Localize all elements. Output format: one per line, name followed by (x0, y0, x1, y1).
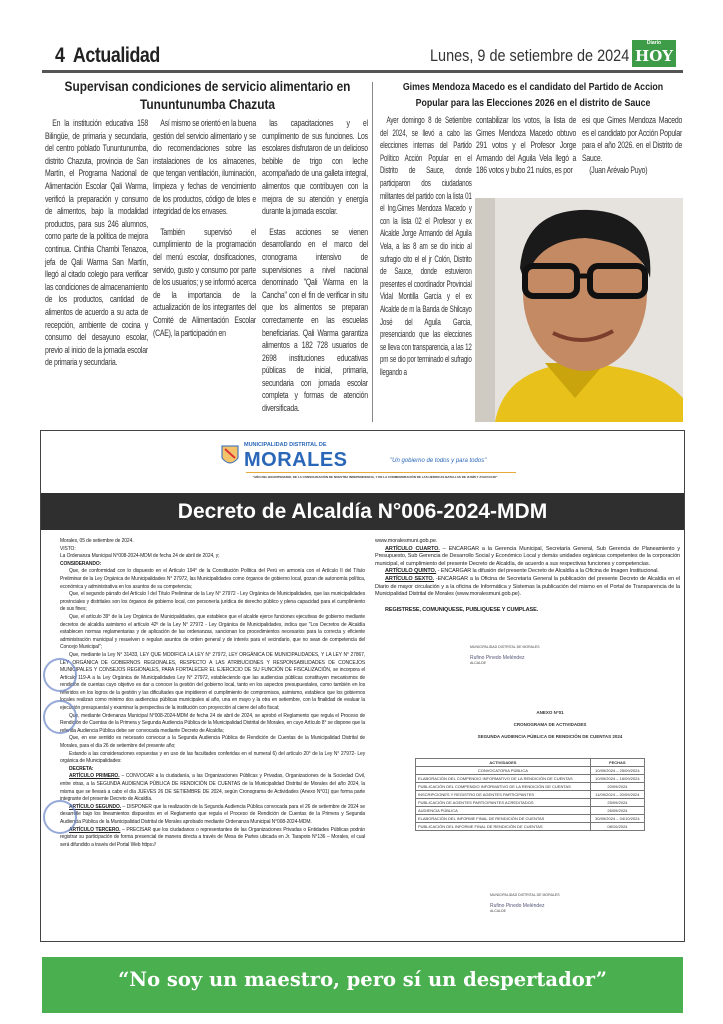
column-header: ACTIVIDADES (416, 759, 591, 767)
article2-headline: Gimes Mendoza Macedo es el candidato del Partido de Accion Popular para las Elecciones 2026 en el distrito de Sauce (402, 82, 664, 109)
header-line (246, 472, 516, 473)
paragraph: También supervisó el cumplimiento de la programación del menú escolar, dosificaciones, servido, gusto y consumo por parte de los usuarios; y se informó acerca de la importancia de la actualización de los integrantes del Comité de Alimentación Escolar (CAE), la participación en (153, 226, 256, 339)
cell: PUBLICACIÓN DEL INFORME FINAL DE RENDICIÓN DE CUENTAS (416, 823, 591, 831)
issue-date: Lunes, 9 de setiembre de 2024 (430, 46, 630, 65)
article2-column-2 (476, 115, 576, 178)
candidate-photo (475, 198, 683, 422)
article-label: ARTÍCULO CUARTO. (385, 545, 440, 552)
article-text: - ENCARGAR la difusión del presente Decreto de Alcaldía a la Oficina de Imagen Institucional. (436, 568, 659, 575)
decree-title: Decreto de Alcaldía N°006-2024-MDM (41, 493, 684, 530)
cell: CONVOCATORIA PÚBLICA (416, 767, 591, 775)
table-row (416, 791, 645, 799)
cell: PUBLICACIÓN DEL COMPENDIO INFORMATIVO DE LA RENDICIÓN DE CUENTAS (416, 783, 591, 791)
logo-small-text: Diario (646, 40, 662, 46)
paragraph: Estando a las consideraciones expuestas y en uso de las facultades conferidas en el numeral 6) del artículo 20° de la Ley N° 27972- Ley orgánica de Municipalidades: (60, 750, 366, 765)
municipal-shield-icon (220, 444, 240, 468)
article-2 (60, 804, 365, 827)
article-text: – DISPONER que la realización de la Segunda Audiencia Pública convocada para el 26 de setiembre de 2024 se desarrolle bajo los lineamientos dispuestos en el Reglamento que regula el Proceso de Rendición de Cuentas de la Primera y Segunda Audiencia Pública de la Municipalidad Distrital de Morales aprobado mediante Ordenanza Municipal N°008-2024-MDM. (60, 803, 366, 825)
table-row (416, 799, 645, 807)
paragraph: las capacitaciones y el cumplimento de sus funciones. Los escolares disfrutaron de un delicioso bebible de trigo con leche acompañado de una galleta integral, alimentos que contribuyen con la mejora de su atención y energía durante la jornada escolar. (262, 118, 368, 218)
paragraph: Que, de conformidad con lo dispuesto en el Artículo 194° de la Constitución Política del Perú en armonía con el Artículo II del Título Preliminar de la Ley Orgánica de Municipalidades N° 27972, las Municipalidades como órganos de gobierno local, gozan de autonomía política, económica y administrativa en los asuntos de su competencia; (60, 568, 366, 590)
paragraph: Que, el segundo párrafo del Artículo I del Título Preliminar de la Ley N° 27972 - Ley Orgánica de Municipalidades, que las municipalidades provinciales y distritales son los órganos de gobierno local, con personería jurídica de derecho público y plena capacidad para el cumplimiento de sus fines; (60, 591, 366, 613)
paragraph: Estas acciones se vienen desarrollando en el marco del cronograma intensivo de supervisiones a nivel nacional denominado "Qali Warma en la Cancha" con el fin de verificar in situ que los alimentos se preparan correctamente en las escuelas beneficiarias. Qali Warma garantiza alimentos a 182 728 usuarios de 2698 instituciones educativas públicas de inicial, primaria, secundaria con jornada escolar completa y formas de atención diversificada. (262, 226, 368, 415)
section-name: Actualidad (72, 44, 160, 67)
cell: 11/09/2024 – 20/09/2024 (590, 791, 644, 799)
cell: 20/09/2024 (590, 783, 644, 791)
closing-formula: REGISTRESE, COMUNIQUESE, PUBLIQUESE Y CUMPLASE. (385, 606, 539, 613)
paragraph: contabilizar los votos, la lista de Gimes Mendoza Macedo obtuvo 291 votos y el Profesor Jorge Armando del Aguila Vela llegó a 186 votos y bubo 21 nulos, es por (476, 115, 577, 177)
signature-org: MUNICIPALIDAD DISTRITAL DE MORALES (470, 645, 540, 649)
article-label: ARTÍCULO TERCERO. (69, 826, 121, 833)
article-4 (375, 546, 680, 569)
column-divider (372, 82, 373, 422)
signature-org: MUNICIPALIDAD DISTRITAL DE MORALES (490, 893, 560, 897)
cell: 25/09/2024 (590, 799, 644, 807)
considerando-label: CONSIDERANDO: (60, 560, 102, 567)
municipality-slogan: "Un gobierno de todos y para todos" (390, 458, 487, 464)
seal-stamp (43, 700, 77, 734)
cell: 10/09/2024 – 16/09/2024 (590, 775, 644, 783)
table-row (416, 815, 645, 823)
article-5 (375, 568, 680, 576)
decree-date: Morales, 05 de setiembre de 2024. (60, 538, 134, 544)
cell: ELABORACIÓN DEL COMPENDIO INFORMATIVO DE LA RENDICIÓN DE CUENTAS (416, 775, 591, 783)
year-name: "AÑO DEL BICENTENARIO, DE LA CONSOLIDACIÓN DE NUESTRA INDEPENDENCIA, Y DE LA CONMEMORACIÓN DE LAS HEROICAS BATALLAS DE JUNÍN Y AYACUCHO" (252, 475, 498, 479)
annex-title: ANEXO N°01 (536, 710, 564, 715)
cell: AUDIENCIA PÚBLICA (416, 807, 591, 815)
article-label: ARTÍCULO SEGUNDO. (69, 803, 122, 810)
cell: ELABORACIÓN DEL INFORME FINAL DE RENDICIÓN DE CUENTAS (416, 815, 591, 823)
article-text: – ENCARGAR a la Gerencia Municipal, Secretaría General, Sub Gerencia de Planeamiento y Presupuesto, Sub Gerencia de Desarrollo Social y Económico Local y demás unidades orgánicas competentes de la corporación municipal, el cumplimiento del presente Decreto de Alcaldía, de acuerdo a sus respectivas funciones y competencias. (375, 545, 681, 567)
annex-subtitle: CRONOGRAMA DE ACTIVIDADES (513, 722, 587, 727)
article1-headline: Supervisan condiciones de servicio alimentario en Tununtunumba Chazuta (64, 79, 351, 112)
paragraph: Ayer domingo 8 de Setiembre del 2024, se llevó a cabo las elecciones internas del Partido Político Acción Popular en el Distrito de Sauce, donde participaron dos ciudadanos militantes del partido con la lista 01 el Ing.Gimes Mendoza Macedo y con la lista 02 el Profesor y ex Alcalde Jorge Armando del Aguila Vela, a las 8 am se dio inicio al sufragio cito el el jr Colón, Distrito de Sauce, donde estuvieron presentes el coordinador Provincial Vidal Montilla García y el ex Alcalde de m la Banda de Shilcayo José del Aguila Garcia, presenciando que las elecciones se lleva con transparencia, a las 12 pm se dio por terminado el sufragio llegando a (380, 115, 472, 378)
seal-stamp (43, 658, 77, 692)
table-row (416, 823, 645, 831)
visto-label: VISTO: (60, 545, 76, 552)
cell: 30/09/2024 – 04/10/2024 (590, 815, 644, 823)
municipality-name: MORALES (244, 449, 348, 471)
signature-name: Rufino Pinedo Meléndez (470, 655, 525, 661)
article-label: ARTÍCULO QUINTO. (385, 568, 437, 575)
decree-left-column (60, 538, 365, 849)
annex-signature-block (490, 893, 580, 913)
article-text: -ENCARGAR a la Oficina de Secretaría General la publicación del presente Decreto de Alcaldía en el Diario de mayor circulación y a la oficina de Informática y Sistemas la publicación del mismo en el Portal de Transparencia de la Municipalidad Distrital de Morales (www.moralesmuni.gob.pe). (375, 575, 681, 598)
visto-text: La Ordenanza Municipal N°008-2024-MDM de fecha 24 de abril de 2024, y; (60, 553, 220, 560)
paragraph: Que, en ese sentido es necesario convocar a la Segunda Audiencia Pública de Rendición de Cuentas de la Municipalidad Distrital de Morales, para el día 26 de setiembre del presente año; (60, 735, 366, 750)
table-row (416, 775, 645, 783)
article1-column-3 (262, 118, 368, 416)
article-3 (60, 827, 365, 850)
article-label: ARTÍCULO SEXTO. (385, 575, 434, 582)
column-header: FECHAS (590, 759, 644, 767)
paragraph: Así mismo se orientó en la buena gestión del servicio alimentario y se dio recomendaciones sobre las instalaciones de los almacenes, que tengan ventilación, iluminación, limpieza y fechas de vencimiento de los productos, código de lotes e integridad de los envases. (153, 118, 256, 218)
signature-role: ALCALDE (490, 909, 506, 913)
cell: 08/10/2024 (590, 823, 644, 831)
cell: INSCRIPCIONES Y REGISTRO DE AGENTES PARTICIPANTES (416, 791, 591, 799)
signature-role: ALCALDE (470, 661, 486, 665)
annex-subtitle-2: SEGUNDA AUDIENCIA PÚBLICA DE RENDICIÓN DE CUENTAS 2024 (477, 734, 623, 739)
paragraph: En la institución educativa 158 Bilingüe, de primaria y secundaria, del centro poblado Tununtunumba, distrito Chazuta, provincia de San Martín, el Programa Nacional de Alimentación Escolar Qali Warma, verificó la preparación y consumo de alimentos, bajo la modalidad productos, para sus 246 alumnos, como parte de la política de mejora continua. Cinthia Chambi Tenazoa, jefa de Qali Warma San Martín, llegó al citado colegio para verificar las condiciones de almacenamiento de los productos, cantidad de alimentos de acuerdo a su acta de recepción, ambiente de cocina y consumo del desayuno escolar, previo al inicio de la jornada escolar de primaria y secundaria. (45, 118, 148, 369)
signature-name: Rufino Pinedo Meléndez (490, 903, 545, 909)
article2-column-3 (582, 115, 682, 178)
municipality-header (220, 442, 530, 490)
paragraph: Que, mediante Ordenanza Municipal N°008-2024-MDM de fecha 24 de abril de 2024, se aprobó el Reglamento que regula el Proceso de Rendición de Cuentas de la Primera y Segunda Audiencia Pública de la Municipalidad Distrital de Morales, en cuyo Artículo 8° se dispone que la referida Audiencia Pública debe ser convocada mediante Decreto de Alcaldía; (60, 712, 366, 734)
article-6 (375, 576, 680, 599)
municipality-name-small: MUNICIPALIDAD DISTRITAL DE (244, 442, 327, 448)
schedule-table (415, 758, 645, 831)
diario-hoy-logo (632, 40, 676, 67)
table-row (416, 767, 645, 775)
signature-block (470, 645, 560, 665)
paragraph: Que, el artículo 39° de la Ley Orgánica de Municipalidades, que establece que el alcalde ejerce funciones ejecutivas de gobierno mediante decretos de alcaldía asimismo el artículo 42º de la Ley N° 27972 - Ley Orgánica de Municipalidades, indica que "Los Decretos de Alcaldía establecen normas reglamentarias y de aplicación de las ordenanzas, sancionan los procedimientos necesarios para la correcta y eficiente administración municipal y resuelven o regulan asuntos de orden general y de interés para el vecindario, que no sean de competencia del Concejo Municipal"; (60, 613, 366, 651)
logo-big-text: HOY (635, 47, 673, 65)
paragraph: esi que Gimes Mendoza Macedo es el candidato por Acción Popular para el año 2026. en el Distrito de Sauce. (582, 115, 683, 164)
table-header-row (416, 759, 645, 767)
quote-banner: “No soy un maestro, pero sí un despertador” (42, 957, 683, 1013)
article1-column-2 (153, 118, 256, 340)
article-1 (60, 773, 365, 803)
paragraph: Que, mediante la Ley N° 31433, LEY QUE MODIFICA LA LEY N° 27972, LEY ORGÁNICA DE MUNICIPALIDADES, Y LA LEY N° 27867, LEY ORGÁNICA DE GOBIERNOS REGIONALES, RESPECTO A LAS ATRIBUCIONES Y RESPONSABILIDADES DE CONCEJOS MUNICIPALES Y CONSEJOS REGIONALES, PARA FORTALECER EL EJERCICIO DE SU FUNCIÓN DE FISCALIZACIÓN, se incorpora el Artículo 119-A a la Ley Orgánica de Municipalidades Ley N° 27972, estableciendo que las audiencias públicas constituyen mecanismos de rendición de cuentas cuyo objetivo es dar a conocer la gestión del gobierno local, tanto en los aspectos presupuestales, como también en los referidos en los logros de la gestión y las dificultades que impidieron el cumplimiento de compromisos, asimismo, establece que los gobiernos locales realizan como mínimo dos audiencias públicas municipales al año, una en mayo y la otra en setiembre, con la finalidad de evaluar la ejecución presupuestal y examinar la perspectiva de la institución con proyección al cierre del año fiscal; (60, 651, 366, 712)
decree-right-column (375, 538, 680, 614)
decreta-label: DECRETA: (69, 765, 94, 772)
seal-stamp (43, 800, 77, 834)
article-text: – CONVOCAR a la ciudadanía, a las Organizaciones Públicas y Privadas, Organizaciones de la Sociedad Civil, entre otras, a la SEGUNDA AUDIENCIA PÚBLICA DE RENDICIÓN DE CUENTAS de la Municipalidad Distrital de Morales del año 2024, la misma que se llevará a cabo el día JUEVES 26 DE SETIEMBRE DE 2024, según Cronograma de Actividades (Anexo N°01) que forma parte integrante del presente Decreto de Alcaldía. (60, 773, 366, 803)
table-row (416, 807, 645, 815)
cell: PUBLICACIÓN DE AGENTES PARTICIPANTES ACREDITADOS (416, 799, 591, 807)
page-header-section (55, 44, 160, 68)
header-rule (42, 70, 683, 73)
article1-column-1 (45, 118, 148, 370)
byline: (Juan Arévalo Puyo) (589, 165, 648, 177)
article-text: – PRECISAR que los ciudadanos o representantes de las Organizaciones Privadas o Entidades Públicas podrán registrar su participación de forma presencial de manera directa a través de Mesa de Partes ubicada en Jr. Tarapoto N°136 – Morales, el cual será difundido a través del Portal Web https:// (60, 826, 366, 848)
cell: 26/09/2024 (590, 807, 644, 815)
cell: 10/09/2024 – 25/09/2024 (590, 767, 644, 775)
table-row (416, 783, 645, 791)
website-text: www.moralesmuni.gob.pe. (375, 538, 438, 544)
article-label: ARTÍCULO PRIMERO. (69, 773, 120, 780)
page-number: 4 (55, 44, 65, 67)
annex-header (415, 710, 685, 746)
article2-column-1 (380, 115, 472, 379)
